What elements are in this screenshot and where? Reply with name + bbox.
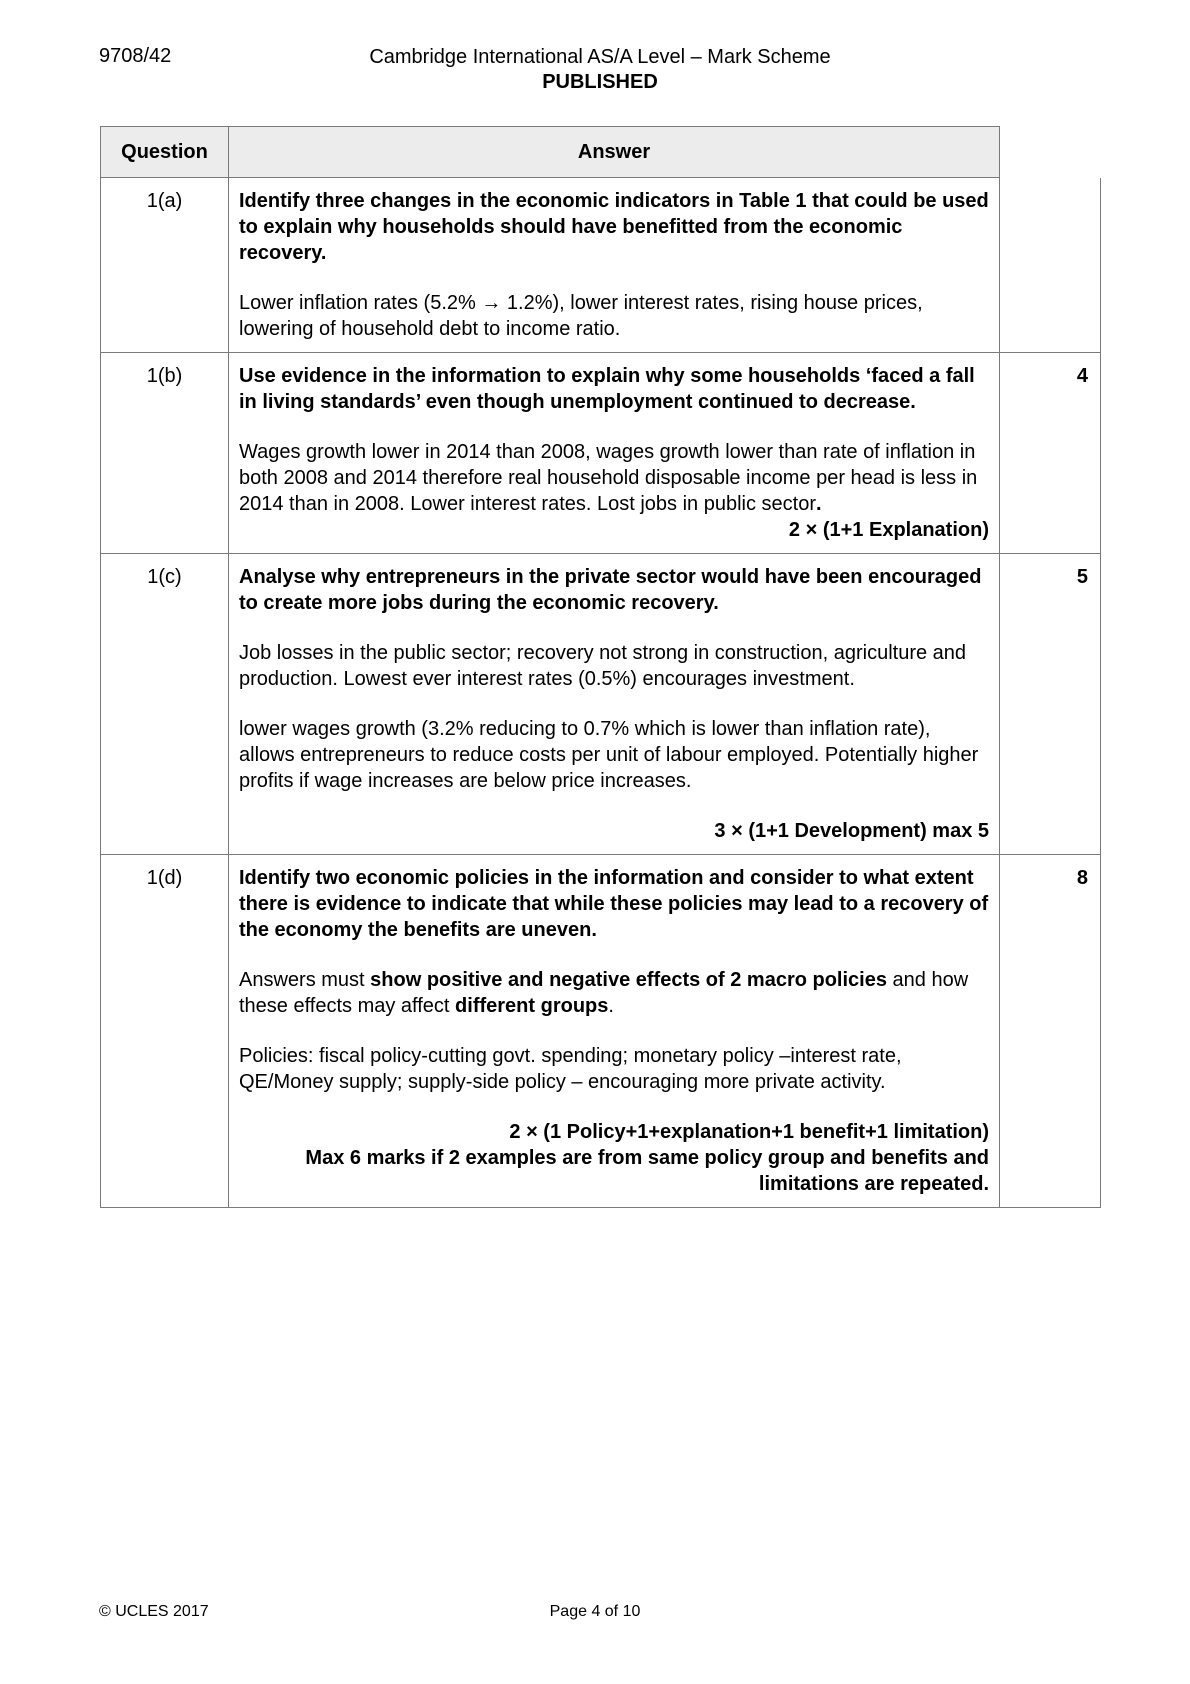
paper-code: 9708/42 bbox=[99, 45, 172, 67]
marking-scheme: 3 × (1+1 Development) max 5 bbox=[714, 820, 989, 842]
table-row bbox=[101, 554, 1101, 855]
marks-cell bbox=[1000, 178, 1101, 353]
marking-scheme-note: Max 6 marks if 2 examples are from same policy group and benefits and limitations are repeated. bbox=[305, 1147, 989, 1195]
answer-text-emphasis: show positive and negative effects of 2 macro policies bbox=[370, 969, 887, 991]
answer-text-part: . bbox=[608, 995, 614, 1017]
answer-text-end: . bbox=[816, 493, 822, 515]
answer-text: Lower inflation rates (5.2% → 1.2%), lower interest rates, rising house prices, lowering of household debt to income ratio. bbox=[239, 292, 923, 340]
marking-scheme: 2 × (1+1 Explanation) bbox=[788, 519, 989, 541]
answer-text-part: and how these effects may affect bbox=[239, 969, 969, 1017]
answer-cell bbox=[229, 353, 1000, 554]
question-number: 1(d) bbox=[101, 855, 229, 1208]
table-row bbox=[101, 353, 1101, 554]
question-text: Identify two economic policies in the information and consider to what extent there is evidence to indicate that while these policies may lead to a recovery of the economy the benefits are uneven. bbox=[239, 867, 989, 941]
question-number: 1(a) bbox=[101, 178, 229, 353]
answer-column-header: Answer bbox=[229, 127, 1000, 178]
answer-cell bbox=[229, 554, 1000, 855]
marks-column-header bbox=[1000, 127, 1101, 178]
mark-scheme-table bbox=[100, 126, 1101, 1208]
document-title: Cambridge International AS/A Level – Mark Scheme bbox=[369, 46, 831, 68]
published-label: PUBLISHED bbox=[542, 71, 658, 93]
marking-scheme: 2 × (1 Policy+1+explanation+1 benefit+1 limitation) bbox=[509, 1121, 989, 1143]
answer-text bbox=[239, 967, 989, 1019]
answer-text-part: Answers must bbox=[239, 969, 371, 991]
question-number: 1(c) bbox=[101, 554, 229, 855]
question-text: Use evidence in the information to explain why some households ‘faced a fall in living standards’ even though unemployment continued to decrease. bbox=[239, 365, 975, 413]
page-header bbox=[300, 45, 900, 95]
question-text: Identify three changes in the economic indicators in Table 1 that could be used to explain why households should have benefitted from the economic recovery. bbox=[239, 190, 989, 264]
answer-cell bbox=[229, 178, 1000, 353]
answer-cell bbox=[229, 855, 1000, 1208]
page-number: Page 4 of 10 bbox=[549, 1603, 641, 1620]
table-row bbox=[101, 178, 1101, 353]
marks-cell: 5 bbox=[1000, 554, 1101, 855]
question-number: 1(b) bbox=[101, 353, 229, 554]
answer-text: lower wages growth (3.2% reducing to 0.7% which is lower than inflation rate), allows entrepreneurs to reduce costs per unit of labour employed. Potentially higher profits if wage increases are below price increases. bbox=[239, 718, 979, 792]
answer-text-main: Wages growth lower in 2014 than 2008, wages growth lower than rate of inflation in both 2008 and 2014 therefore real household disposable income per head is less in 2014 than in 2008. Lower interest rates. Lost jobs in public sector bbox=[239, 441, 978, 515]
copyright: © UCLES 2017 bbox=[99, 1603, 209, 1620]
answer-text: Job losses in the public sector; recovery not strong in construction, agriculture and production. Lowest ever interest rates (0.5%) encourages investment. bbox=[239, 642, 967, 690]
answer-text: Policies: fiscal policy-cutting govt. spending; monetary policy –interest rate, QE/Money supply; supply-side policy – encouraging more private activity. bbox=[239, 1045, 902, 1093]
marks-cell: 8 bbox=[1000, 855, 1101, 1208]
answer-text bbox=[239, 439, 989, 517]
table-header-row bbox=[101, 127, 1101, 178]
table-row bbox=[101, 855, 1101, 1208]
answer-text-emphasis: different groups bbox=[455, 995, 609, 1017]
marks-cell: 4 bbox=[1000, 353, 1101, 554]
question-text: Analyse why entrepreneurs in the private sector would have been encouraged to create more jobs during the economic recovery. bbox=[239, 566, 982, 614]
question-column-header: Question bbox=[101, 127, 229, 178]
